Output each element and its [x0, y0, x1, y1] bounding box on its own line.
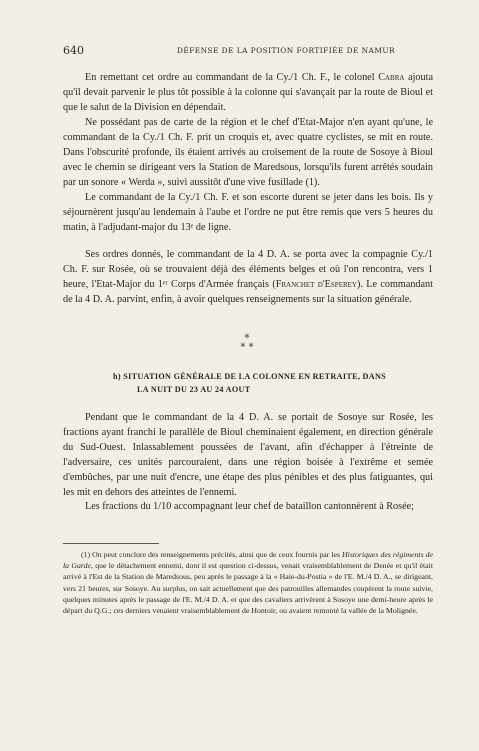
- page-header: [63, 44, 433, 58]
- running-title: DÉFENSE DE LA POSITION FORTIFIÉE DE NAMUR: [176, 46, 396, 55]
- person-name: Cabra: [378, 72, 405, 83]
- paragraph-2: Ne possédant pas de carte de la région et le chef d'Etat-Major n'en ayant qu'une, le commandant de la Cy./1 Ch. F. prit un croquis et, avec quatre cyclistes, se mit en route. Dans l'obscurité profonde, ils étaient arrivés au croisement de la route de Sosoye à Bioul avec le chemin se dirigeant vers la Station de Maredsous, lorsqu'ils furent arrêtés soudain par un sonore « Werda », suivi aussitôt d'une vive fusillade (1).: [63, 117, 433, 188]
- paragraph-5: Pendant que le commandant de la 4 D. A. se portait de Sosoye sur Rosée, les fractions ayant franchi le parallèle de Bioul cheminaient également, en direction générale du Sud-Ouest. Inlassablement poussées de l'avant, afin d'échapper à l'étreinte de l'adversaire, ces unités parcouraient, dans une région boisée à l'extrême et semée d'embûches, par une nuit d'encre, une étape des plus pénibles et des plus fatiguantes, qui les mit en dehors des atteintes de l'ennemi.: [63, 412, 433, 498]
- footnote-divider: [63, 543, 159, 544]
- section-heading-line-2: LA NUIT DU 23 AU 24 AOUT: [137, 385, 251, 394]
- footnote-citation: Historiques des régiments de la Garde: [63, 550, 433, 571]
- asterism-separator: [235, 334, 259, 354]
- main-text-block: [63, 70, 433, 307]
- asterism-top: *: [244, 333, 250, 344]
- page-number: 640: [63, 44, 84, 57]
- section-text-block: [63, 411, 433, 515]
- asterism-bottom: * *: [240, 342, 254, 353]
- section-heading-line-1: h) SITUATION GÉNÉRALE DE LA COLONNE EN RETRAITE, DANS: [113, 372, 387, 381]
- paragraph-1: En remettant cet ordre au commandant de la Cy./1 Ch. F., le colonel Cabra ajouta qu'il devait parvenir le plus tôt possible à la colonne qui s'avançait par la route de Bioul et que le salut de la Division en dépendait.: [63, 72, 433, 113]
- paragraph-4: Ses ordres donnés, le commandant de la 4 D. A. se porta avec la compagnie Cy./1 Ch. F. sur Rosée, où se trouvaient déjà des éléments belges et où l'on rencontra, vers 1 heure, l'Etat-Major du 1ᵉʳ Corps d'Armée français (Franchet d'Esperey). Le commandant de la 4 D. A. parvint, enfin, à avoir quelques renseignements sur la situation générale.: [63, 249, 433, 305]
- paragraph-6: Les fractions du 1/10 accompagnant leur chef de bataillon cantonnèrent à Rosée;: [85, 501, 414, 513]
- footnote: (1) On peut conclure des renseignements précités, ainsi que de ceux fournis par les Historiques des régiments de la Garde, que le détachement ennemi, dont il est question ci-dessus, venait vraisemblablement de Denée et qu'il était arrivé à l'Est de la Station de Maredsous, peu après le passage à la « Haie-du-Postia » de l'E. M./4 D. A., se dirigeant, vers 21 heures, sur Sosoye. Au surplus, on sait actuellement que des patrouilles allemandes coupèrent la route suivie, quelques minutes après le passage de l'E. M./4 D. A. et que des cavaliers arrivèrent à Sosoye une demi-heure après le départ du Q.G.; ces derniers venaient vraisemblablement de Hontoir, ou avaient remonté la vallée de la Molignée.: [63, 550, 433, 616]
- person-name: Franchet d'Esperey: [275, 279, 357, 290]
- section-heading: [113, 370, 433, 396]
- paragraph-3: Le commandant de la Cy./1 Ch. F. et son escorte durent se jeter dans les bois. Ils y séjournèrent jusqu'au lendemain à l'aube et l'ordre ne put être remis que vers 5 heures du matin, à l'adjudant-major du 13ᵉ de ligne.: [63, 192, 433, 233]
